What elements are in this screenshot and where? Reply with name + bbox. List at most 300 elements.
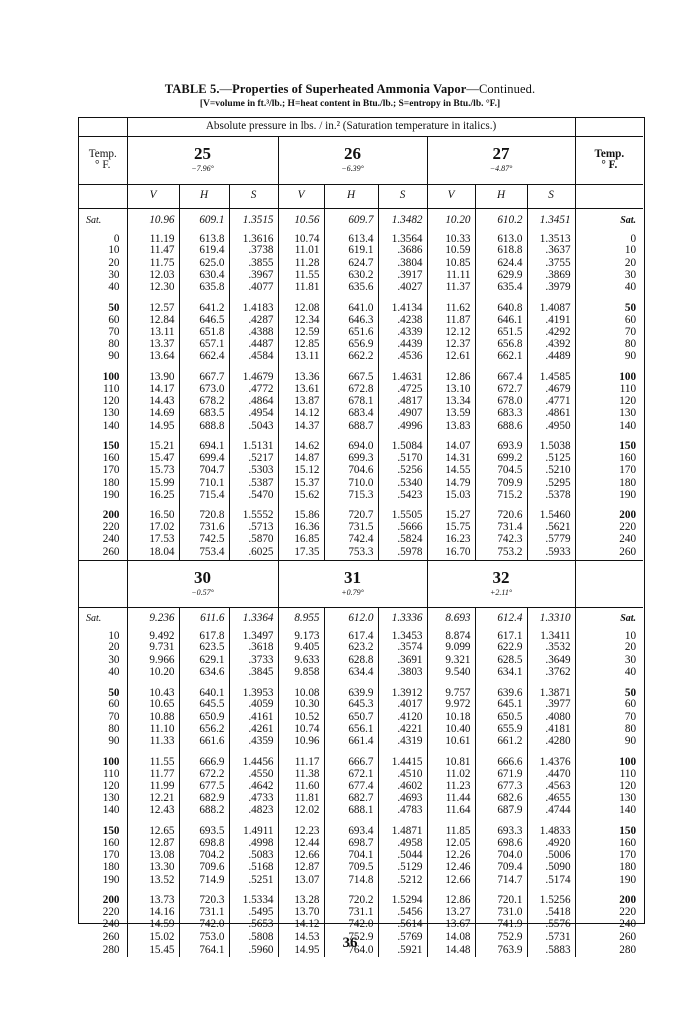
property-value: 688.1 — [324, 805, 378, 817]
property-value: .5870 — [229, 534, 278, 546]
temperature-left: 110 — [103, 768, 120, 780]
property-value: .3804 — [378, 257, 427, 269]
property-value: 678.0 — [475, 395, 527, 407]
property-value: 9.972 — [427, 699, 475, 711]
property-value: 12.21 — [127, 793, 179, 805]
property-value: 12.34 — [278, 314, 324, 326]
table-row — [79, 232, 643, 245]
property-value: .4439 — [378, 339, 427, 351]
property-value: 629.1 — [179, 654, 229, 666]
property-value: .5495 — [229, 906, 278, 918]
property-value: 651.6 — [324, 326, 378, 338]
property-value: .5621 — [527, 522, 575, 534]
page-number: 36 — [342, 935, 358, 951]
property-value: 720.6 — [475, 502, 527, 522]
property-value: 14.53 — [278, 931, 324, 943]
temperature-right: 180 — [575, 862, 643, 874]
property-value: 12.66 — [278, 850, 324, 862]
column-header-v: V — [427, 184, 475, 208]
column-header-row — [79, 184, 643, 208]
table-row — [79, 395, 643, 407]
property-value: .3755 — [527, 257, 575, 269]
property-value: 12.57 — [127, 294, 179, 314]
property-value: .5044 — [378, 850, 427, 862]
property-value: 15.27 — [427, 502, 475, 522]
property-value: 661.4 — [324, 736, 378, 748]
property-value: 11.62 — [427, 294, 475, 314]
property-value: .5043 — [229, 420, 278, 432]
property-value: 673.0 — [179, 383, 229, 395]
saturation-temperature: −4.87° — [489, 164, 513, 174]
property-value: .4238 — [378, 314, 427, 326]
temperature-right: 70 — [575, 326, 643, 338]
property-value: 698.7 — [324, 837, 378, 849]
pressure-header — [127, 560, 278, 607]
table-row — [79, 326, 643, 338]
property-value: 1.4087 — [527, 294, 575, 314]
property-value: 1.5505 — [378, 502, 427, 522]
property-value: .4817 — [378, 395, 427, 407]
property-value: 635.6 — [324, 282, 378, 294]
property-value: 10.20 — [127, 667, 179, 679]
temperature-left: 70 — [108, 326, 120, 338]
property-value: 13.30 — [127, 862, 179, 874]
temperature-left: 160 — [102, 837, 120, 849]
property-value: .5303 — [229, 465, 278, 477]
table-row — [79, 906, 643, 918]
property-value: .4510 — [378, 768, 427, 780]
property-value: 14.95 — [127, 420, 179, 432]
table-row — [79, 502, 643, 522]
property-value: .3917 — [378, 269, 427, 281]
property-value: .5779 — [527, 534, 575, 546]
property-value: 14.08 — [427, 931, 475, 943]
temperature-right: 170 — [575, 850, 643, 862]
temperature-right: 20 — [575, 642, 643, 654]
saturation-value: 1.3364 — [229, 607, 278, 629]
property-value: .3803 — [378, 667, 427, 679]
saturation-value: 612.0 — [324, 607, 378, 629]
table-row — [79, 269, 643, 281]
property-value: 10.74 — [278, 723, 324, 735]
property-value: 17.02 — [127, 522, 179, 534]
property-value: 18.04 — [127, 546, 179, 560]
property-value: .5731 — [527, 931, 575, 943]
property-value: 9.321 — [427, 654, 475, 666]
property-value: .5933 — [527, 546, 575, 560]
property-value: 8.874 — [427, 629, 475, 642]
table-title-number: TABLE 5. — [164, 82, 220, 96]
property-value: 16.70 — [427, 546, 475, 560]
property-value: .5083 — [229, 850, 278, 862]
property-value: 645.5 — [179, 699, 229, 711]
property-value: .4536 — [378, 351, 427, 363]
temperature-right: 110 — [575, 768, 643, 780]
property-value: 619.1 — [324, 245, 378, 257]
saturation-value: 612.4 — [475, 607, 527, 629]
property-value: 13.73 — [127, 886, 179, 906]
property-value: .4027 — [378, 282, 427, 294]
property-value: 15.73 — [127, 465, 179, 477]
temperature-right: 50 — [575, 679, 643, 699]
property-value: 11.77 — [127, 768, 179, 780]
property-value: 12.03 — [127, 269, 179, 281]
property-value: .3686 — [378, 245, 427, 257]
property-value: 14.69 — [127, 408, 179, 420]
temperature-right: 120 — [575, 395, 643, 407]
property-value: 622.9 — [475, 642, 527, 654]
table-row — [79, 768, 643, 780]
property-value: 1.4134 — [378, 294, 427, 314]
property-value: 10.40 — [427, 723, 475, 735]
table-row — [79, 546, 643, 560]
temperature-right: 280 — [575, 943, 643, 957]
saturation-value: 8.955 — [278, 607, 324, 629]
pressure-header — [278, 560, 427, 607]
saturation-value: 9.236 — [127, 607, 179, 629]
property-value: 704.7 — [179, 465, 229, 477]
table-title-suffix: —Continued. — [466, 82, 536, 96]
temp-header-right — [575, 136, 643, 184]
property-value: 617.8 — [179, 629, 229, 642]
property-value: 11.81 — [278, 282, 324, 294]
property-value: 10.81 — [427, 748, 475, 768]
temperature-left: 0 — [113, 232, 120, 245]
property-value: 9.731 — [127, 642, 179, 654]
column-header-h: H — [179, 184, 229, 208]
property-value: 1.3564 — [378, 232, 427, 245]
property-value: 742.4 — [324, 534, 378, 546]
property-value: .4950 — [527, 420, 575, 432]
property-value: 672.2 — [179, 768, 229, 780]
property-value: 753.2 — [475, 546, 527, 560]
property-value: .5295 — [527, 477, 575, 489]
table-title — [0, 82, 700, 97]
property-value: .4907 — [378, 408, 427, 420]
temperature-left: 190 — [102, 489, 120, 501]
property-value: 662.2 — [324, 351, 378, 363]
property-value: 694.1 — [179, 432, 229, 452]
property-value: 17.35 — [278, 546, 324, 560]
sat-label: Sat. — [79, 607, 127, 629]
table-row — [79, 919, 643, 931]
property-value: .3532 — [527, 642, 575, 654]
property-value: .4319 — [378, 736, 427, 748]
property-value: .6025 — [229, 546, 278, 560]
property-value: 1.5460 — [527, 502, 575, 522]
property-value: .4772 — [229, 383, 278, 395]
table-row — [79, 723, 643, 735]
property-value: 1.4183 — [229, 294, 278, 314]
property-value: .5378 — [527, 489, 575, 501]
column-header-s: S — [229, 184, 278, 208]
sat-label-right: Sat. — [575, 607, 643, 629]
temperature-left: 100 — [102, 755, 120, 768]
property-value: 628.8 — [324, 654, 378, 666]
pressure-header — [127, 136, 278, 184]
temperature-right: 240 — [575, 919, 643, 931]
property-value: 715.4 — [179, 489, 229, 501]
column-header-h: H — [475, 184, 527, 208]
property-value: 12.84 — [127, 314, 179, 326]
temperature-left: 20 — [108, 257, 120, 269]
property-value: 14.12 — [278, 408, 324, 420]
property-value: 1.4679 — [229, 363, 278, 383]
temperature-left: 80 — [108, 338, 120, 351]
saturation-temperature: +0.79° — [341, 588, 364, 598]
property-value: .3967 — [229, 269, 278, 281]
temperature-right: 20 — [575, 257, 643, 269]
temperature-left: 10 — [108, 244, 120, 257]
property-value: 14.87 — [278, 452, 324, 464]
property-value: 12.37 — [427, 339, 475, 351]
property-value: 11.75 — [127, 257, 179, 269]
property-value: 10.65 — [127, 699, 179, 711]
property-value: 666.6 — [475, 748, 527, 768]
property-value: .4861 — [527, 408, 575, 420]
temperature-right: 100 — [575, 363, 643, 383]
temperature-right: 190 — [575, 489, 643, 501]
temperature-left: 220 — [102, 906, 120, 918]
property-value: 709.6 — [179, 862, 229, 874]
sat-label: Sat. — [79, 208, 127, 232]
temperature-right: 180 — [575, 477, 643, 489]
property-value: .4359 — [229, 736, 278, 748]
property-value: 15.45 — [127, 943, 179, 957]
property-value: .4679 — [527, 383, 575, 395]
saturation-value: 1.3336 — [378, 607, 427, 629]
property-value: 671.9 — [475, 768, 527, 780]
sat-label-right: Sat. — [575, 208, 643, 232]
property-value: 625.0 — [179, 257, 229, 269]
temperature-right: 190 — [575, 874, 643, 886]
temperature-left: 140 — [102, 804, 120, 817]
property-value: 678.2 — [179, 395, 229, 407]
property-value: 9.492 — [127, 629, 179, 642]
saturation-value: 10.20 — [427, 208, 475, 232]
property-value: 714.8 — [324, 874, 378, 886]
property-value: 14.62 — [278, 432, 324, 452]
property-value: 13.67 — [427, 919, 475, 931]
temperature-right: 30 — [575, 654, 643, 666]
property-value: 12.86 — [427, 886, 475, 906]
pressure-header — [278, 136, 427, 184]
property-value: 16.36 — [278, 522, 324, 534]
property-value: .3637 — [527, 245, 575, 257]
property-value: 12.85 — [278, 339, 324, 351]
property-value: 12.12 — [427, 326, 475, 338]
property-value: 15.47 — [127, 452, 179, 464]
property-value: 1.3953 — [229, 679, 278, 699]
property-value: 640.8 — [475, 294, 527, 314]
property-value: 17.53 — [127, 534, 179, 546]
property-value: 699.4 — [179, 452, 229, 464]
property-value: 704.0 — [475, 850, 527, 862]
property-value: 16.85 — [278, 534, 324, 546]
property-value: 667.7 — [179, 363, 229, 383]
property-value: .4864 — [229, 395, 278, 407]
table-row — [79, 699, 643, 711]
table-row — [79, 679, 643, 699]
property-value: .4339 — [378, 326, 427, 338]
property-value: .4181 — [527, 723, 575, 735]
temperature-right: 150 — [575, 817, 643, 837]
table-row — [79, 363, 643, 383]
property-value: 12.23 — [278, 817, 324, 837]
property-value: 1.5131 — [229, 432, 278, 452]
temperature-left: 100 — [102, 370, 120, 383]
property-value: .4292 — [527, 326, 575, 338]
temperature-right: 220 — [575, 522, 643, 534]
table-row — [79, 351, 643, 363]
property-value: 630.2 — [324, 269, 378, 281]
property-value: 714.9 — [179, 874, 229, 886]
property-value: 656.2 — [179, 723, 229, 735]
temperature-right: 130 — [575, 408, 643, 420]
property-value: 15.12 — [278, 465, 324, 477]
property-value: .5210 — [527, 465, 575, 477]
property-value: 14.43 — [127, 395, 179, 407]
blank-cell — [79, 118, 127, 136]
property-value: 764.0 — [324, 943, 378, 957]
property-value: 646.3 — [324, 314, 378, 326]
column-header-s: S — [378, 184, 427, 208]
temperature-right: 200 — [575, 502, 643, 522]
property-value: 11.85 — [427, 817, 475, 837]
property-value: .4563 — [527, 780, 575, 792]
property-value: 1.4833 — [527, 817, 575, 837]
property-value: 13.37 — [127, 339, 179, 351]
property-value: .4958 — [378, 837, 427, 849]
temperature-right: 100 — [575, 748, 643, 768]
property-value: 1.4456 — [229, 748, 278, 768]
property-value: 613.4 — [324, 232, 378, 245]
property-value: 1.5038 — [527, 432, 575, 452]
property-value: .4487 — [229, 339, 278, 351]
property-value: 13.83 — [427, 420, 475, 432]
property-value: 11.55 — [127, 748, 179, 768]
property-value: 13.34 — [427, 395, 475, 407]
temperature-right: 220 — [575, 906, 643, 918]
property-value: .5808 — [229, 931, 278, 943]
property-value: 10.33 — [427, 232, 475, 245]
property-value: 657.1 — [179, 339, 229, 351]
property-value: 1.3513 — [527, 232, 575, 245]
property-value: 720.1 — [475, 886, 527, 906]
property-value: 752.9 — [475, 931, 527, 943]
saturation-temperature: −7.96° — [191, 164, 214, 174]
property-value: .4392 — [527, 339, 575, 351]
property-value: .4388 — [229, 326, 278, 338]
property-value: 14.59 — [127, 919, 179, 931]
pressure-header-row — [79, 136, 643, 184]
property-value: .4489 — [527, 351, 575, 363]
property-value: 682.6 — [475, 793, 527, 805]
table-row — [79, 642, 643, 654]
abs-pressure-header: Absolute pressure in lbs. / in.² (Saturation temperature in italics.) — [127, 118, 575, 136]
property-value: 677.5 — [179, 780, 229, 792]
property-value: 720.2 — [324, 886, 378, 906]
property-value: 617.4 — [324, 629, 378, 642]
property-value: .4783 — [378, 805, 427, 817]
temperature-right: 90 — [575, 351, 643, 363]
property-value: .3855 — [229, 257, 278, 269]
property-value: 15.75 — [427, 522, 475, 534]
property-value: .5251 — [229, 874, 278, 886]
saturation-value: 8.693 — [427, 607, 475, 629]
temperature-left: 120 — [102, 395, 120, 408]
table-row — [79, 452, 643, 464]
property-value: 14.55 — [427, 465, 475, 477]
property-value: 13.07 — [278, 874, 324, 886]
property-value: 15.62 — [278, 489, 324, 501]
property-value: 9.858 — [278, 667, 324, 679]
property-value: 11.55 — [278, 269, 324, 281]
property-value: .3977 — [527, 699, 575, 711]
temp-label: Temp. — [88, 147, 117, 160]
property-value: 1.3497 — [229, 629, 278, 642]
property-value: 11.64 — [427, 805, 475, 817]
table-row — [79, 294, 643, 314]
property-value: 12.43 — [127, 805, 179, 817]
property-value: 12.61 — [427, 351, 475, 363]
temperature-right: 140 — [575, 805, 643, 817]
property-value: 12.86 — [427, 363, 475, 383]
temp-unit-label: ° F. — [601, 159, 618, 171]
property-value: 753.3 — [324, 546, 378, 560]
table-row — [79, 886, 643, 906]
property-value: 667.4 — [475, 363, 527, 383]
temperature-left: 90 — [108, 350, 120, 363]
property-value: .3762 — [527, 667, 575, 679]
property-value: 12.02 — [278, 805, 324, 817]
table-row — [79, 711, 643, 723]
temp-unit-label: ° F. — [95, 159, 111, 171]
property-value: 763.9 — [475, 943, 527, 957]
property-value: 635.4 — [475, 282, 527, 294]
property-value: .3733 — [229, 654, 278, 666]
property-value: 10.59 — [427, 245, 475, 257]
property-value: .5168 — [229, 862, 278, 874]
property-value: 10.61 — [427, 736, 475, 748]
property-value: 1.5552 — [229, 502, 278, 522]
temperature-left: 160 — [102, 452, 120, 464]
table-row — [79, 534, 643, 546]
blank-cell — [575, 118, 643, 136]
property-value: 11.38 — [278, 768, 324, 780]
property-value: 12.87 — [127, 837, 179, 849]
property-value: 10.08 — [278, 679, 324, 699]
temperature-right: 10 — [575, 629, 643, 642]
property-value: 11.02 — [427, 768, 475, 780]
property-value: 9.173 — [278, 629, 324, 642]
property-value: 613.8 — [179, 232, 229, 245]
saturation-temperature: +2.11° — [490, 588, 513, 598]
blank-cell — [79, 560, 127, 607]
property-value: .4017 — [378, 699, 427, 711]
property-value: 1.5294 — [378, 886, 427, 906]
saturation-value: 609.7 — [324, 208, 378, 232]
property-value: .4077 — [229, 282, 278, 294]
property-value: .5387 — [229, 477, 278, 489]
property-value: 10.96 — [278, 736, 324, 748]
temperature-left: 150 — [102, 440, 120, 453]
property-value: .4221 — [378, 723, 427, 735]
property-value: 698.6 — [475, 837, 527, 849]
property-value: .5125 — [527, 452, 575, 464]
property-value: 742.5 — [179, 534, 229, 546]
property-value: 709.5 — [324, 862, 378, 874]
